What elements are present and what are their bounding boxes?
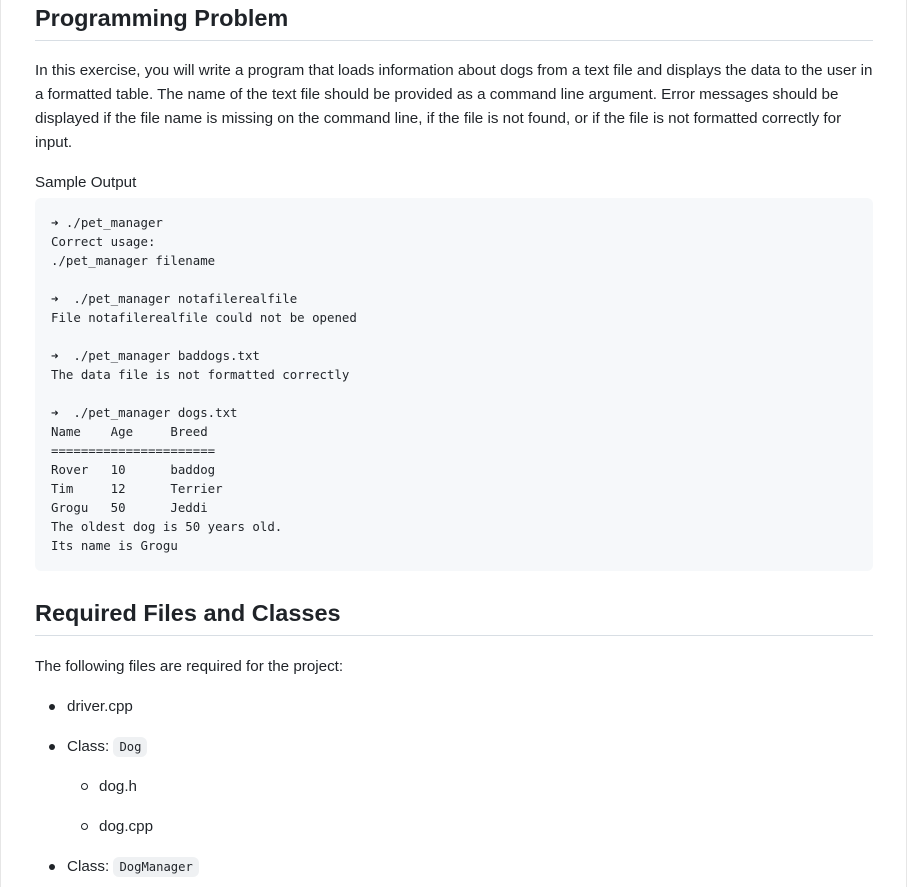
list-item-dog-cpp <box>67 815 873 839</box>
sample-output-label: Sample Output <box>35 174 137 191</box>
heading-programming-problem: Programming Problem <box>35 3 873 41</box>
dog-cpp-filename: dog.cpp <box>99 818 154 835</box>
files-intro-text: The following files are required for the project: <box>35 658 344 675</box>
dog-files-sublist <box>67 775 873 839</box>
sample-output-code-block: ➜ ./pet_manager Correct usage: ./pet_manager filename ➜ ./pet_manager notafilerealfile File notafilerealfile could not be opened ➜ ./pet_manager baddogs.txt The data file is not formatted correctly ➜ ./pet_manager dogs.txt Name Age Breed ====================== Rover 10 baddog Tim 12 Terrier Grogu 50 Jeddi The oldest dog is 50 years old. Its name is Grogu <box>35 198 873 571</box>
heading-required-files: Required Files and Classes <box>35 598 873 636</box>
list-item-dog-class <box>35 735 873 839</box>
page-border-left <box>0 0 1 887</box>
class-label: Class: <box>67 738 110 755</box>
dog-class-code: Dog <box>113 737 147 757</box>
markdown-body <box>35 0 873 895</box>
driver-filename: driver.cpp <box>67 698 133 715</box>
class-label: Class: <box>67 858 110 875</box>
problem-description: In this exercise, you will write a program that loads information about dogs from a text file and displays the data to the user in a formatted table. The name of the text file should be provided as a command line argument. Error messages should be displayed if the file name is missing on the command line, if the file is not found, or if the file is not formatted correctly for input. <box>35 62 873 151</box>
list-item-dogmanager-class <box>35 855 873 879</box>
dog-h-filename: dog.h <box>99 778 138 795</box>
list-item-dog-h <box>67 775 873 799</box>
dogmanager-class-code: DogManager <box>113 857 198 877</box>
list-item-driver <box>35 695 873 719</box>
required-files-list <box>35 695 873 879</box>
